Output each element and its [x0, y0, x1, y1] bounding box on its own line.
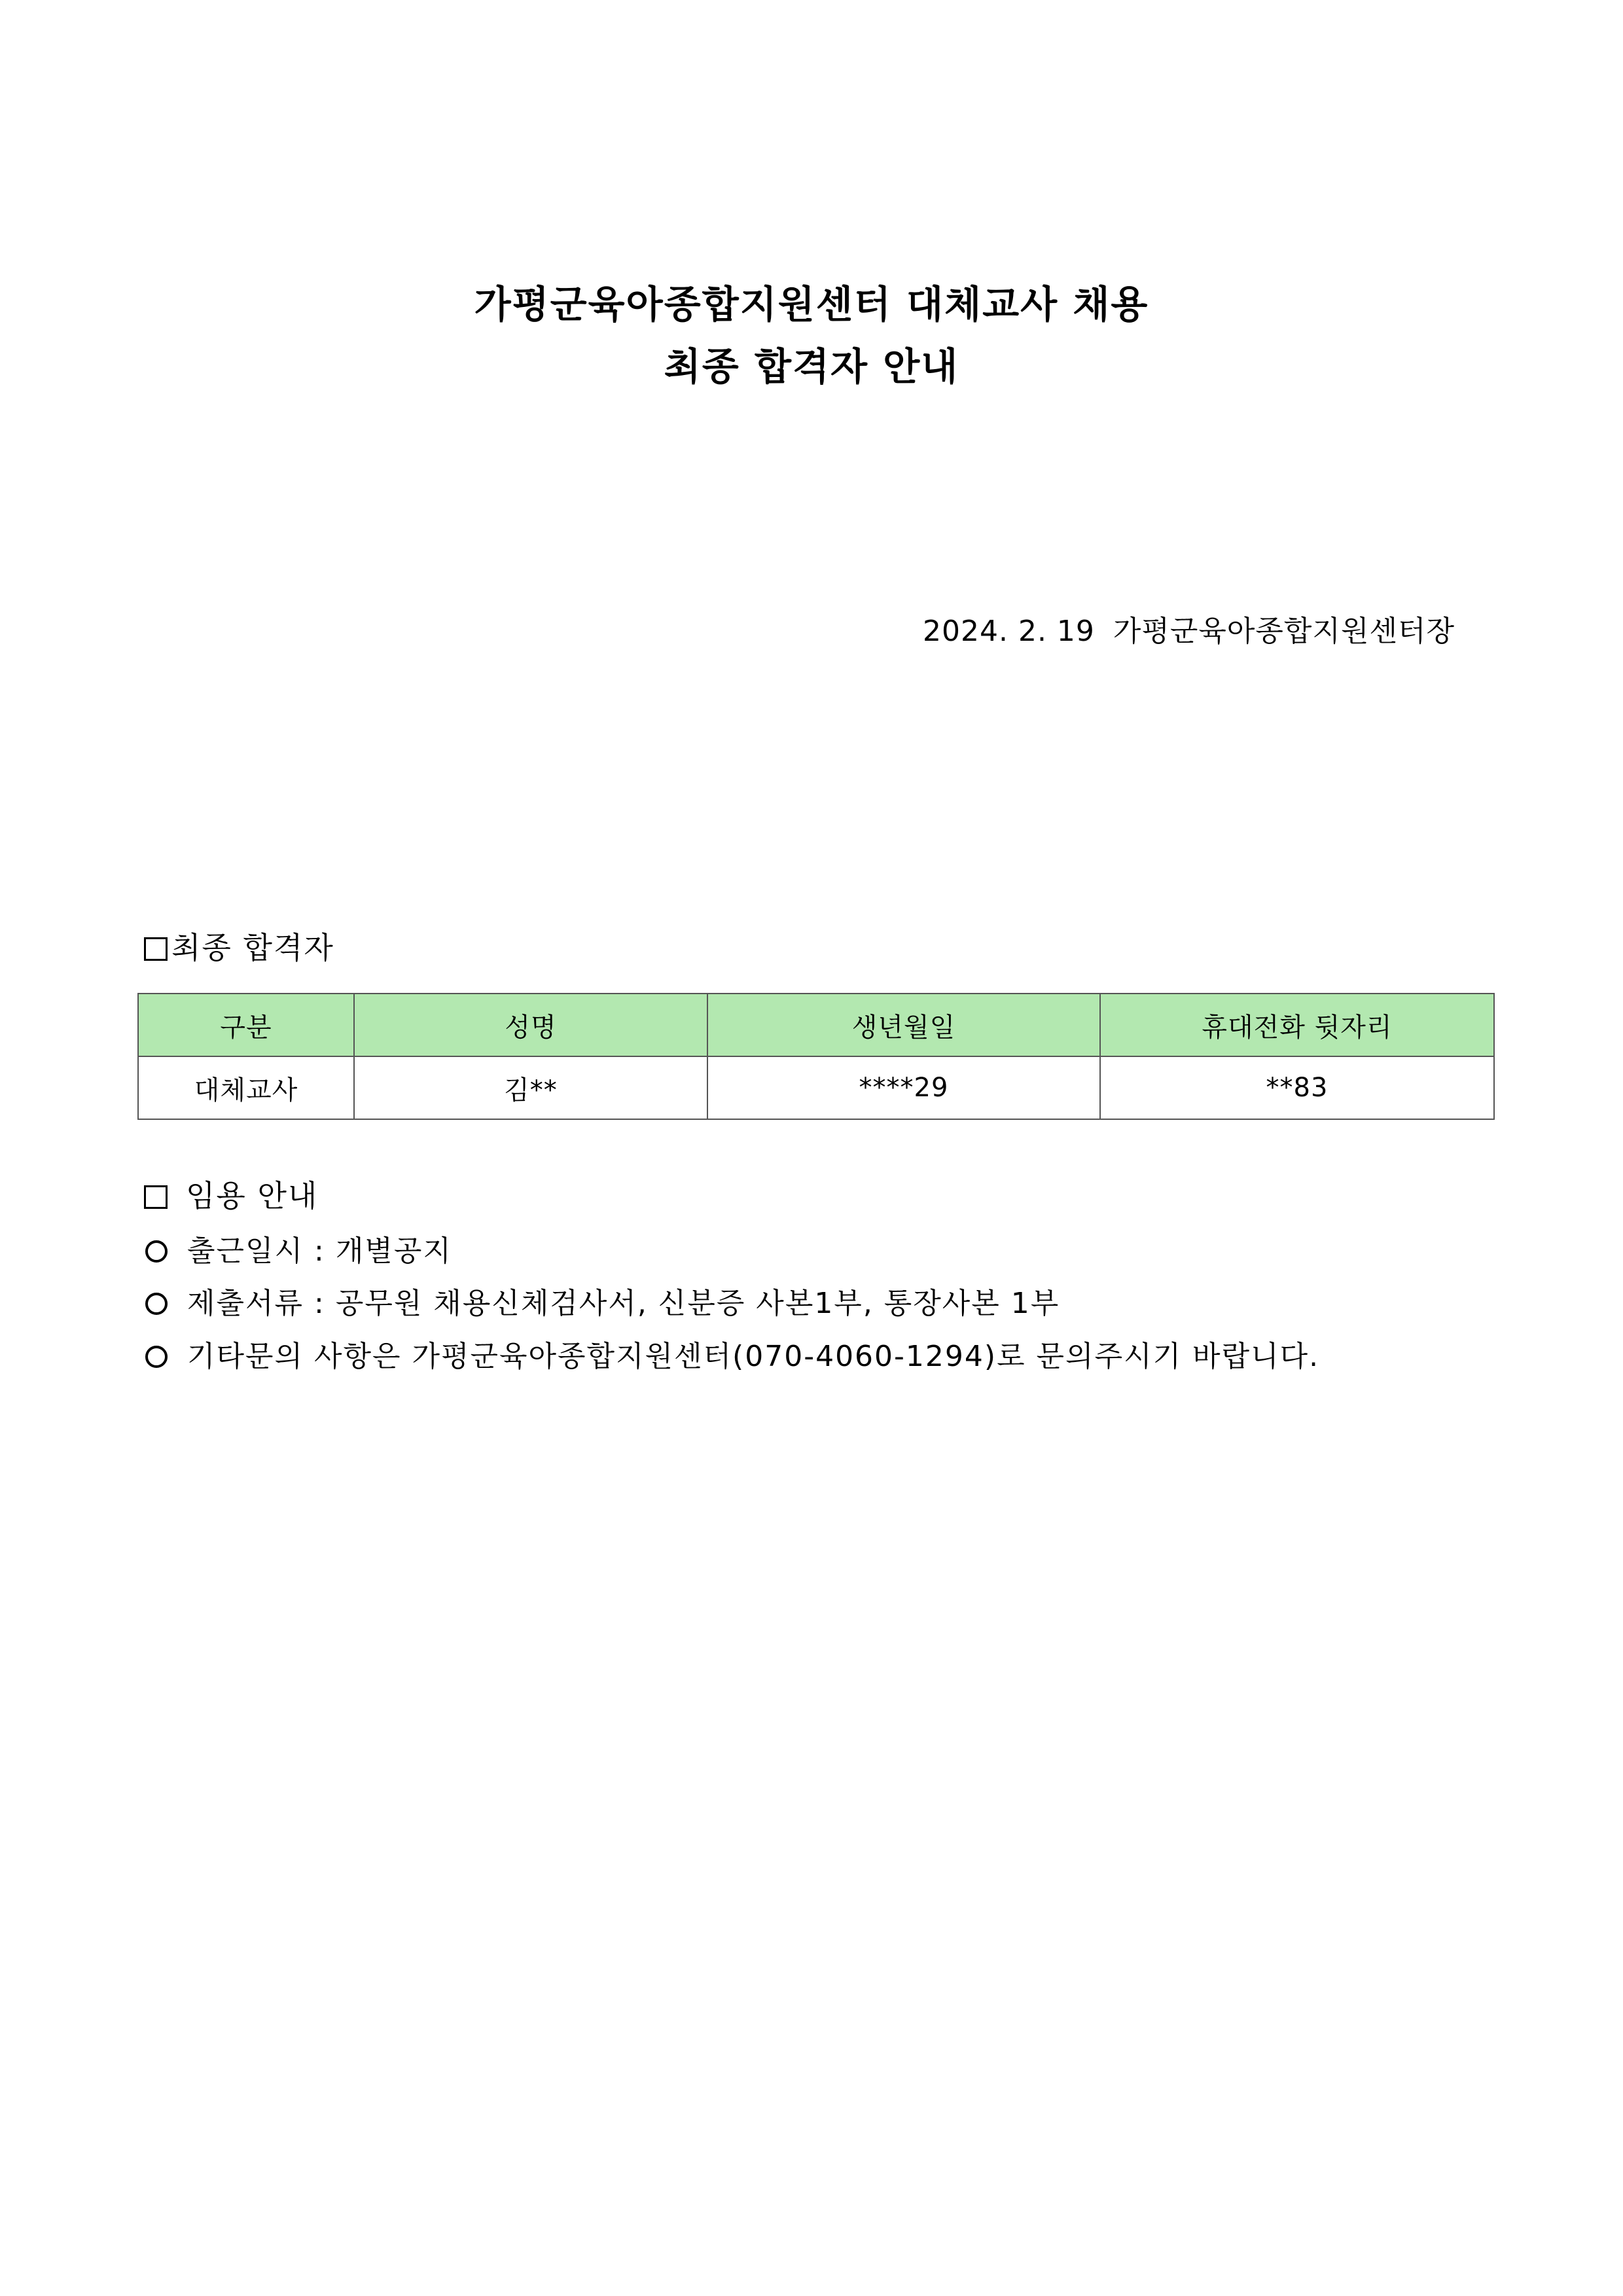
final-section-heading — [144, 928, 334, 967]
table-header-row — [138, 994, 1494, 1056]
circle-bullet-icon — [145, 1293, 168, 1315]
table-cell-phone: **83 — [1100, 1056, 1494, 1119]
date-issuer-line — [923, 612, 1455, 651]
table-header-cell: 성명 — [354, 994, 707, 1056]
appointment-section-heading-text: 임용 안내 — [186, 1178, 319, 1213]
issue-date: 2024. 2. 19 — [923, 615, 1095, 648]
table-header-cell: 구분 — [138, 994, 354, 1056]
checkbox-square-icon — [144, 937, 168, 961]
list-item — [145, 1337, 1319, 1376]
document-title-line1: 가평군육아종합지원센터 대체교사 채용 — [474, 282, 1149, 327]
list-item-text: 출근일시 : 개별공지 — [187, 1234, 452, 1268]
final-section-heading-text: 최종 합격자 — [171, 930, 334, 965]
table-row — [138, 1056, 1494, 1119]
list-item — [145, 1284, 1060, 1323]
appointment-section-heading — [144, 1176, 318, 1215]
issuer-name: 가평군육아종합지원센터장 — [1113, 615, 1455, 648]
list-item — [145, 1232, 452, 1271]
final-candidates-table — [137, 993, 1495, 1120]
list-item-text: 기타문의 사항은 가평군육아종합지원센터(070-4060-1294)로 문의주시기 바랍니다. — [187, 1340, 1320, 1373]
table-header-cell: 휴대전화 뒷자리 — [1100, 994, 1494, 1056]
table-cell-category: 대체교사 — [138, 1056, 354, 1119]
table-header-cell: 생년월일 — [707, 994, 1100, 1056]
table-cell-name: 김** — [354, 1056, 707, 1119]
circle-bullet-icon — [145, 1240, 168, 1263]
checkbox-square-icon — [144, 1185, 168, 1209]
circle-bullet-icon — [145, 1346, 168, 1368]
list-item-text: 제출서류 : 공무원 채용신체검사서, 신분증 사본1부, 통장사본 1부 — [187, 1287, 1060, 1320]
document-title-line2: 최종 합격자 안내 — [664, 344, 959, 389]
table-cell-birthdate: ****29 — [707, 1056, 1100, 1119]
